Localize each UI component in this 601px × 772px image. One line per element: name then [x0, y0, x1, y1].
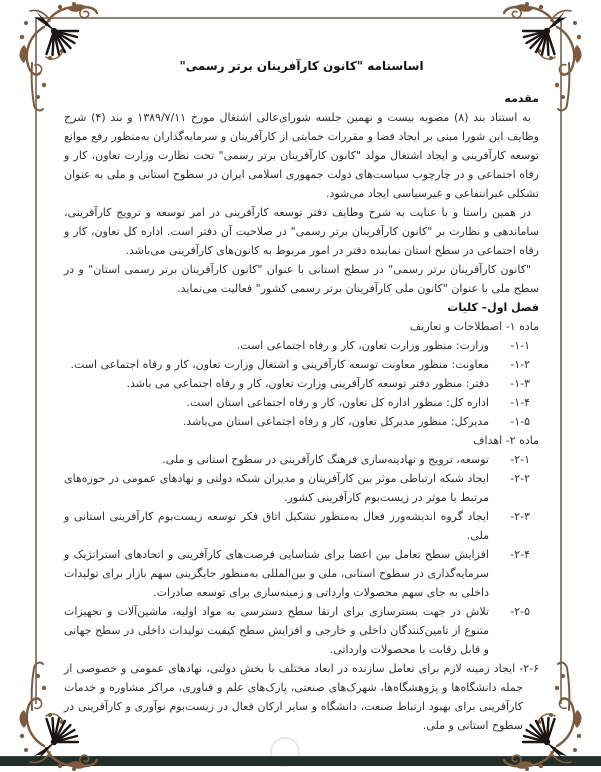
item-number: ۱-۵- [510, 415, 530, 428]
list-item [64, 355, 539, 374]
document-title: اساسنامه "کانون کارآفرینان برتر رسمی" [179, 59, 424, 73]
frame-border-left [35, 18, 37, 704]
item-number: ۱-۲- [510, 358, 530, 371]
list-item [64, 450, 539, 469]
item-number: ۲-۵- [510, 605, 530, 618]
intro-paragraph: در همین راستا و با عنایت به شرح وظایف دفتر توسعه کارآفرینی در امر توسعه و ترویج کارآفرینی، ساماندهی و نظارت بر "کانون کارآفرینان برتر رسمی" در صلاحیت آن دفتر است. اداره کل تعاون، کار و رفاه اجتماعی در سطح استان نماینده دفتر در امور مربوط به کانون‌های کارآفرینی می‌باشد. [64, 206, 539, 257]
list-item [64, 374, 539, 393]
item-text: ایجاد گروه اندیشه‌ورز فعال به‌منظور تشکیل اتاق فکر توسعه زیست‌بوم کارآفرینی استانی و ملی. [64, 510, 489, 542]
list-item [64, 412, 539, 431]
intro-heading: مقدمه [504, 92, 539, 105]
list-item [64, 545, 539, 602]
item-number: ۲-۱- [510, 453, 530, 466]
list-item [64, 336, 539, 355]
item-text: توسعه، ترویج و نهادینه‌سازی فرهنگ کارآفرینی در سطوح استانی و ملی. [162, 453, 489, 466]
list-item [64, 507, 539, 545]
list-item [64, 659, 539, 735]
item-number: ۱-۱- [510, 339, 530, 352]
list-item [64, 393, 539, 412]
frame-border-right [560, 18, 562, 704]
intro-paragraph: "کانون کارآفرینان برتر رسمی" در سطح استانی با عنوان "کانون کارآفرینان برتر رسمی استان" و در سطح ملی با عنوان "کانون ملی کارآفرینان برتر رسمی کشور" فعالیت می‌نماید. [64, 263, 539, 295]
intro-paragraph: به استناد بند (۸) مصوبه بیست و نهمین جلسه شورای‌عالی اشتغال مورخ ۱۳۸۹/۷/۱۱ و بند (۴) شرح وظایف این شورا مبنی بر ایجاد فضا و مقررات حمایتی از کارآفرینان و سرمایه‌گذاران به‌منظور رفع موانع توسعه کارآفرینی و ایجاد اشتغال مولد "کانون کارآفرینان برتر رسمی" تحت نظارت وزارت تعاون، کار و رفاه اجتماعی و در چارچوب سیاست‌های دولت جمهوری اسلامی ایران در سطوح استانی و ملی به عنوان تشکلی غیرانتفاعی و غیرسیاسی ایجاد می‌شود. [64, 111, 539, 200]
item-number: ۱-۳- [510, 377, 530, 390]
item-text: ایجاد زمینه لازم برای تعامل سازنده در ابعاد مختلف با بخش دولتی، نهادهای عمومی و خصوصی از جمله دانشگاه‌ها و پژوهشگاه‌ها، شهرک‌های صنعتی، پارک‌های علم و فناوری، مراکز مشاوره و خدمات کارآفرینی برای بهبود ارتباط صنعت، دانشگاه و سایر ارکان فعال در زیست‌بوم نوآوری و کارآفرینی در سطوح استانی و ملی. [64, 662, 523, 732]
article-2-heading: ماده ۲- اهداف [473, 434, 539, 447]
document-body [64, 0, 539, 735]
item-number: ۲-۶- [519, 662, 539, 675]
item-text: مدیرکل: منظور مدیرکل تعاون، کار و رفاه اجتماعی استان می‌باشد. [182, 415, 489, 428]
item-text: ایجاد شبکه ارتباطی موثر بین کارآفرینان و مدیران شبکه دولتی و نهادهای عمومی در حوزه‌های مرتبط یا موثر در زیست‌بوم کارآفرینی کشور. [64, 472, 489, 504]
item-number: ۱-۴- [510, 396, 530, 409]
item-number: ۲-۲- [510, 472, 530, 485]
item-number: ۲-۴- [510, 548, 530, 561]
item-text: تلاش در جهت بسترسازی برای ارتقا سطح دسترسی به مواد اولیه، ماشین‌آلات و تجهیزات متنوع از تامین‌کنندگان داخلی و خارجی و افزایش سطح کیفیت تولیدات داخلی در سطح جهانی و قابل رقابت با محصولات وارداتی. [64, 605, 489, 656]
item-text: افزایش سطح تعامل بین اعضا برای شناسایی فرصت‌های کارآفرینی و اتحادهای استراتژیک و سرمایه‌گذاری در سطوح استانی، ملی و بین‌المللی به‌منظور جایگزینی سهم بازار برای تولیدات داخلی به جای سهم محصولات وارداتی و زمینه‌سازی برای توسعه صادرات. [64, 548, 489, 599]
item-text: وزارت: منظور وزارت تعاون، کار و رفاه اجتماعی است. [236, 339, 489, 352]
list-item [64, 602, 539, 659]
article-1-heading: ماده ۱- اصطلاحات و تعاریف [409, 320, 539, 333]
window-bottom-bar [0, 756, 601, 766]
list-item [64, 469, 539, 507]
item-text: اداره کل: منظور اداره کل تعاون، کار و رفاه اجتماعی استان است. [186, 396, 489, 409]
item-text: معاونت: منظور معاونت توسعه کارآفرینی و اشتغال وزارت تعاون، کار و رفاه اجتماعی است. [70, 358, 489, 371]
chapter-heading: فصل اول– کلیات [447, 301, 539, 314]
item-text: دفتر: منظور دفتر توسعه کارآفرینی وزارت تعاون، کار و رفاه اجتماعی می باشد. [126, 377, 489, 390]
item-number: ۲-۳- [510, 510, 530, 523]
